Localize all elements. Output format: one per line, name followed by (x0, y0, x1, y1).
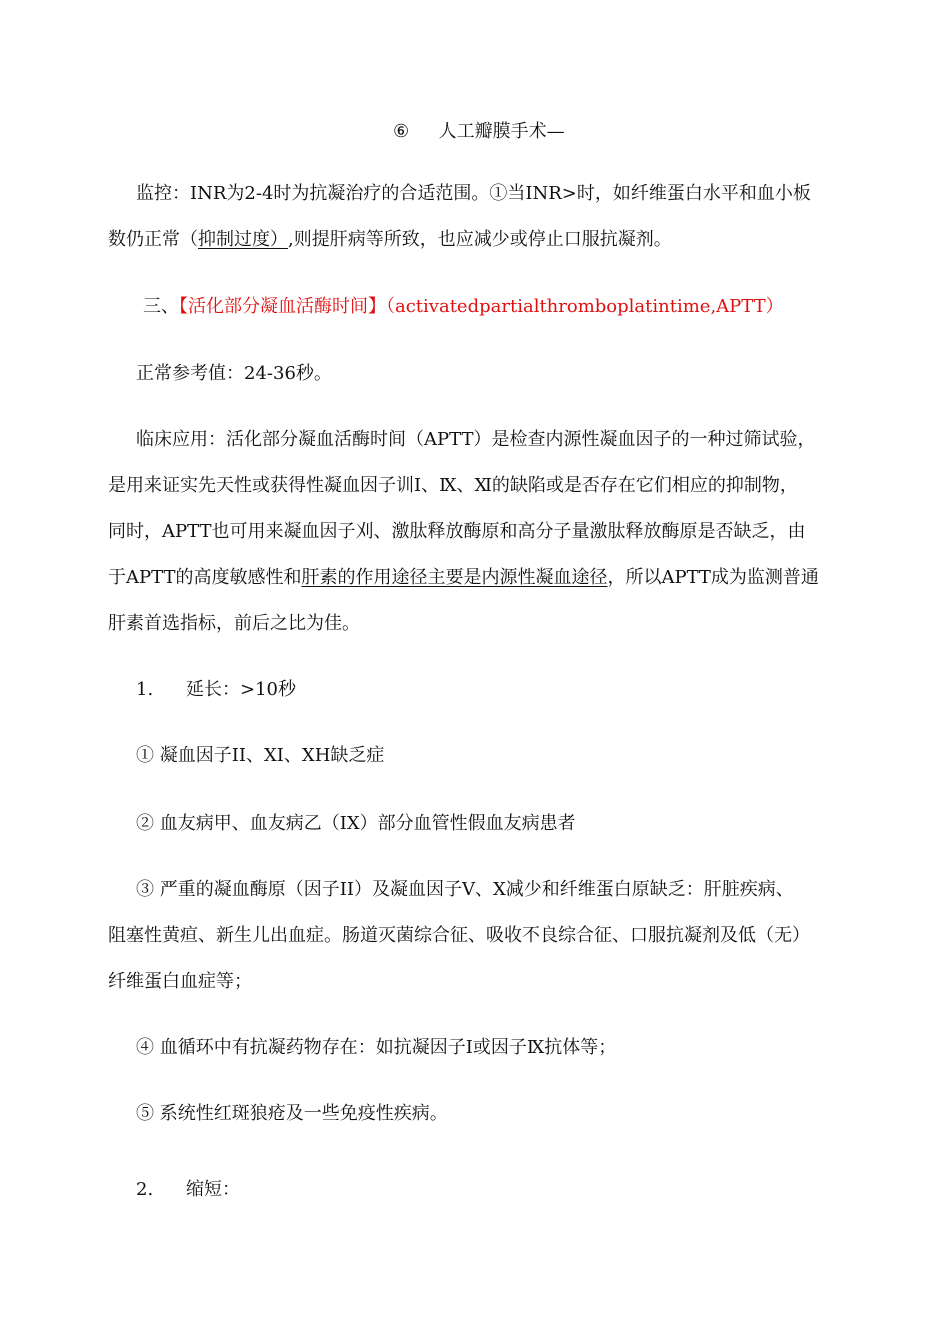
cause-3-text: 严重的凝血酶原（因子II）及凝血因子V、X减少和纤维蛋白原缺乏：肝脏疾病、 (159, 879, 794, 900)
clinical-line-4 (108, 566, 819, 590)
clinical-line-5: 肝素首选指标，前后之比为佳。 (108, 613, 360, 634)
section-3-heading (143, 295, 784, 319)
cause-2-text: 血友病甲、血友病乙（IX）部分血管性假血友病患者 (159, 813, 576, 834)
clinical-underlined: 肝素的作用途径主要是内源性凝血途径 (301, 567, 608, 588)
cause-2 (136, 812, 576, 836)
heading-valve-surgery (393, 120, 565, 144)
cause-4-text: 血循环中有抗凝药物存在：如抗凝因子Ⅰ或因子Ⅸ抗体等； (159, 1037, 617, 1058)
item-1-number: 1. (136, 679, 154, 700)
monitoring-underlined: 抑制过度） (198, 229, 288, 250)
item-1-text: 延长：>10秒 (186, 679, 296, 700)
cause-1 (136, 744, 384, 768)
cause-3-line-2: 阻塞性黄疸、新生儿出血症。肠道灭菌综合征、吸收不良综合征、口服抗凝剂及低（无） (108, 925, 810, 946)
item-1-prolonged (136, 678, 296, 702)
clinical-line-4-post: ，所以APTT成为监测普通 (607, 567, 819, 588)
cause-4 (136, 1036, 616, 1060)
clinical-line-2: 是用来证实先天性或获得性凝血因子训Ⅰ、Ⅸ、Ⅺ的缺陷或是否存在它们相应的抑制物， (108, 475, 798, 496)
section-3-prefix: 三、 (143, 296, 179, 317)
clinical-line-1: 临床应用：活化部分凝血活酶时间（APTT）是检查内源性凝血因子的一种过筛试验， (136, 429, 816, 450)
clinical-line-3: 同时，APTT也可用来凝血因子刈、激肽释放酶原和高分子量激肽释放酶原是否缺乏，由 (108, 521, 806, 542)
cause-3-marker: ③ (136, 879, 154, 900)
cause-3 (136, 878, 794, 902)
monitoring-line-2 (108, 228, 672, 252)
cause-1-text: 凝血因子II、XI、XH缺乏症 (159, 745, 385, 766)
cause-5-text: 系统性红斑狼疮及一些免疫性疾病。 (159, 1103, 448, 1124)
cause-3-line-3: 纤维蛋白血症等； (108, 971, 252, 992)
heading-valve-text: 人工瓣膜手术— (438, 121, 565, 142)
monitoring-line-1: 监控：INR为2-4时为抗凝治疗的合适范围。①当INR>时，如纤维蛋白水平和血小板 (136, 183, 811, 204)
item-2-shortened (136, 1178, 240, 1202)
circled-number-6: ⑥ (393, 121, 410, 142)
monitoring-line-2-post: ,则提肝病等所致，也应减少或停止口服抗凝剂。 (288, 229, 672, 250)
cause-4-marker: ④ (136, 1037, 154, 1058)
clinical-line-4-pre: 于APTT的高度敏感性和 (108, 567, 302, 588)
item-2-text: 缩短： (186, 1179, 240, 1200)
normal-reference-value: 正常参考值：24-36秒。 (136, 363, 332, 384)
cause-2-marker: ② (136, 813, 154, 834)
cause-1-marker: ① (136, 745, 154, 766)
cause-5 (136, 1102, 448, 1126)
section-3-title: 【活化部分凝血活酶时间】（activatedpartialthromboplatintime,APTT） (179, 296, 784, 317)
cause-5-marker: ⑤ (136, 1103, 154, 1124)
item-2-number: 2. (136, 1179, 154, 1200)
monitoring-line-2-pre: 数仍正常（ (108, 229, 198, 250)
